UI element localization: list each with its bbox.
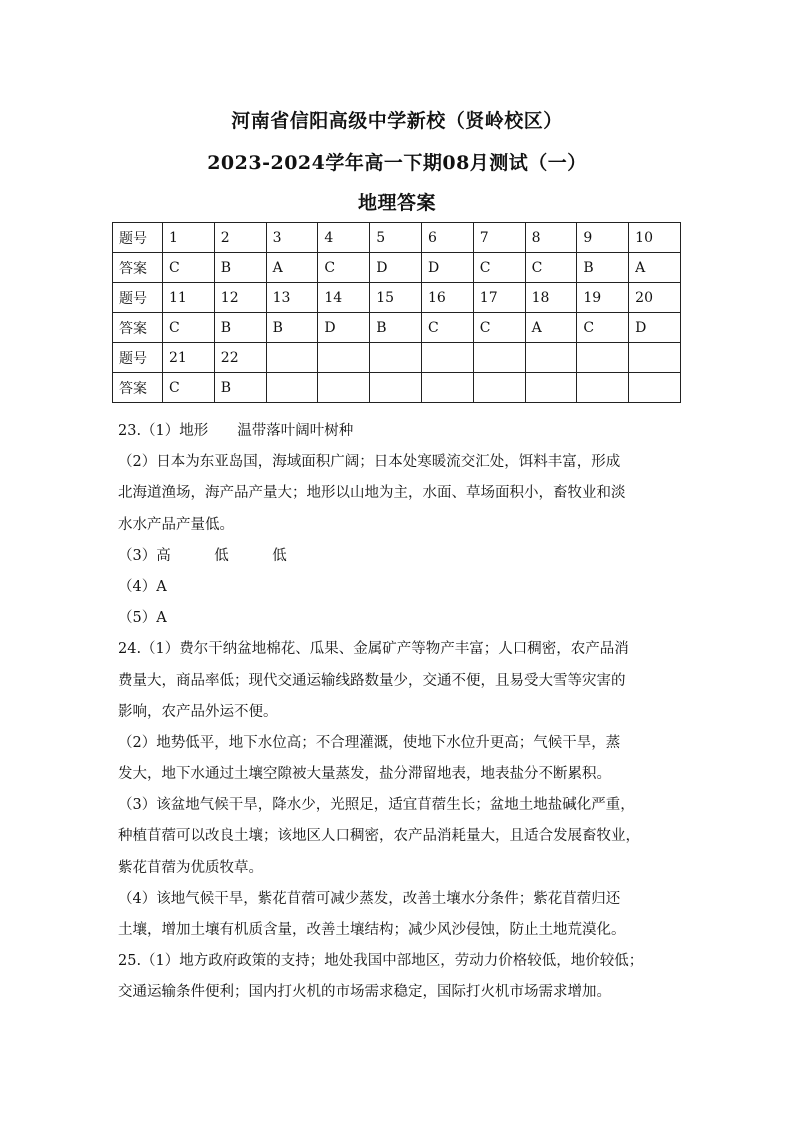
text-line: （2）日本为东亚岛国，海域面积广阔；日本处寒暖流交汇处，饵料丰富，形成	[118, 454, 621, 471]
text-line: 25.（1）地方政府政策的支持；地处我国中部地区，劳动力价格较低，地价较低；	[118, 953, 644, 970]
table-cell	[421, 343, 473, 373]
table-cell: 22	[214, 343, 266, 373]
table-cell: 18	[525, 283, 577, 313]
table-cell: 19	[577, 283, 629, 313]
text-line: 影响，农产品外运不便。	[118, 703, 278, 720]
table-cell: 20	[629, 283, 681, 313]
table-cell	[370, 373, 422, 403]
table-cell: 15	[370, 283, 422, 313]
table-cell: C	[163, 253, 215, 283]
text-line: 北海道渔场，海产品产量大；地形以山地为主，水面、草场面积小，畜牧业和淡	[118, 485, 626, 502]
text-line: 24.（1）费尔干纳盆地棉花、瓜果、金属矿产等物产丰富；人口稠密，农产品消	[118, 641, 629, 658]
table-cell: 16	[421, 283, 473, 313]
table-cell	[370, 343, 422, 373]
row-header-cell: 题号	[113, 223, 163, 253]
text-line: 种植苜蓿可以改良土壤；该地区人口稠密，农产品消耗量大，且适合发展畜牧业，	[118, 828, 640, 845]
table-row	[113, 283, 681, 313]
text-line: （3）该盆地气候干旱，降水少，光照足，适宜苜蓿生长；盆地土地盐碱化严重，	[118, 797, 635, 814]
table-cell: B	[214, 313, 266, 343]
table-cell	[629, 343, 681, 373]
table-cell	[318, 343, 370, 373]
row-header-cell: 答案	[113, 253, 163, 283]
table-cell	[525, 343, 577, 373]
table-cell: C	[163, 313, 215, 343]
table-cell: 21	[163, 343, 215, 373]
text-line: 交通运输条件便利；国内打火机的市场需求稳定，国际打火机市场需求增加。	[118, 984, 611, 1001]
table-cell: C	[473, 313, 525, 343]
answer-table	[112, 222, 681, 403]
table-cell	[577, 373, 629, 403]
table-cell: C	[318, 253, 370, 283]
table-cell: 4	[318, 223, 370, 253]
subject-title: 地理答案	[357, 192, 436, 214]
text-line: （5）A	[118, 610, 167, 627]
table-cell: 10	[629, 223, 681, 253]
table-cell: 5	[370, 223, 422, 253]
table-cell: 8	[525, 223, 577, 253]
text-line: 发大，地下水通过土壤空隙被大量蒸发，盐分滞留地表，地表盐分不断累积。	[118, 766, 611, 783]
table-cell: D	[421, 253, 473, 283]
table-cell	[629, 373, 681, 403]
table-cell: C	[163, 373, 215, 403]
exam-title: 2023-2024学年高一下期08月测试（一）	[207, 152, 587, 174]
table-cell	[525, 373, 577, 403]
table-cell: B	[370, 313, 422, 343]
table-cell: 9	[577, 223, 629, 253]
table-cell: C	[525, 253, 577, 283]
table-cell: B	[214, 373, 266, 403]
table-cell	[266, 373, 318, 403]
table-cell: D	[629, 313, 681, 343]
table-row	[113, 343, 681, 373]
table-cell	[421, 373, 473, 403]
answer-text	[118, 416, 688, 1009]
text-line: 23.（1）地形 温带落叶阔叶树种	[118, 423, 354, 439]
table-cell	[473, 343, 525, 373]
table-cell: 3	[266, 223, 318, 253]
text-line: （4）该地气候干旱，紫花苜蓿可减少蒸发，改善土壤水分条件；紫花苜蓿归还	[118, 890, 621, 907]
table-cell: A	[266, 253, 318, 283]
table-cell: D	[370, 253, 422, 283]
table-cell: 11	[163, 283, 215, 313]
table-cell: 17	[473, 283, 525, 313]
table-row	[113, 253, 681, 283]
table-cell: 12	[214, 283, 266, 313]
table-cell	[318, 373, 370, 403]
row-header-cell: 答案	[113, 313, 163, 343]
table-cell: 7	[473, 223, 525, 253]
table-cell: 2	[214, 223, 266, 253]
text-line: （2）地势低平，地下水位高；不合理灌溉，使地下水位升更高；气候干旱，蒸	[118, 734, 621, 751]
table-cell: C	[421, 313, 473, 343]
table-row	[113, 373, 681, 403]
table-cell	[577, 343, 629, 373]
table-cell: B	[214, 253, 266, 283]
text-line: 水水产品产量低。	[118, 516, 234, 533]
table-row	[113, 223, 681, 253]
row-header-cell: 答案	[113, 373, 163, 403]
text-line: （3）高 低 低	[118, 547, 287, 564]
table-cell	[473, 373, 525, 403]
table-cell: C	[577, 313, 629, 343]
table-cell: 14	[318, 283, 370, 313]
text-line: 紫花苜蓿为优质牧草。	[118, 859, 263, 876]
table-cell: B	[266, 313, 318, 343]
text-line: 费量大，商品率低；现代交通运输线路数量少，交通不便，且易受大雪等灾害的	[118, 672, 626, 689]
text-line: 土壤，增加土壤有机质含量，改善土壤结构；减少风沙侵蚀，防止土地荒漠化。	[118, 922, 626, 938]
table-cell: A	[629, 253, 681, 283]
table-cell: 13	[266, 283, 318, 313]
school-title: 河南省信阳高级中学新校（贤岭校区）	[231, 110, 563, 132]
row-header-cell: 题号	[113, 343, 163, 373]
table-cell: 1	[163, 223, 215, 253]
table-cell: B	[577, 253, 629, 283]
table-cell: A	[525, 313, 577, 343]
table-row	[113, 313, 681, 343]
table-cell: 6	[421, 223, 473, 253]
row-header-cell: 题号	[113, 283, 163, 313]
table-cell: C	[473, 253, 525, 283]
table-cell: D	[318, 313, 370, 343]
table-cell	[266, 343, 318, 373]
text-line: （4）A	[118, 578, 167, 595]
